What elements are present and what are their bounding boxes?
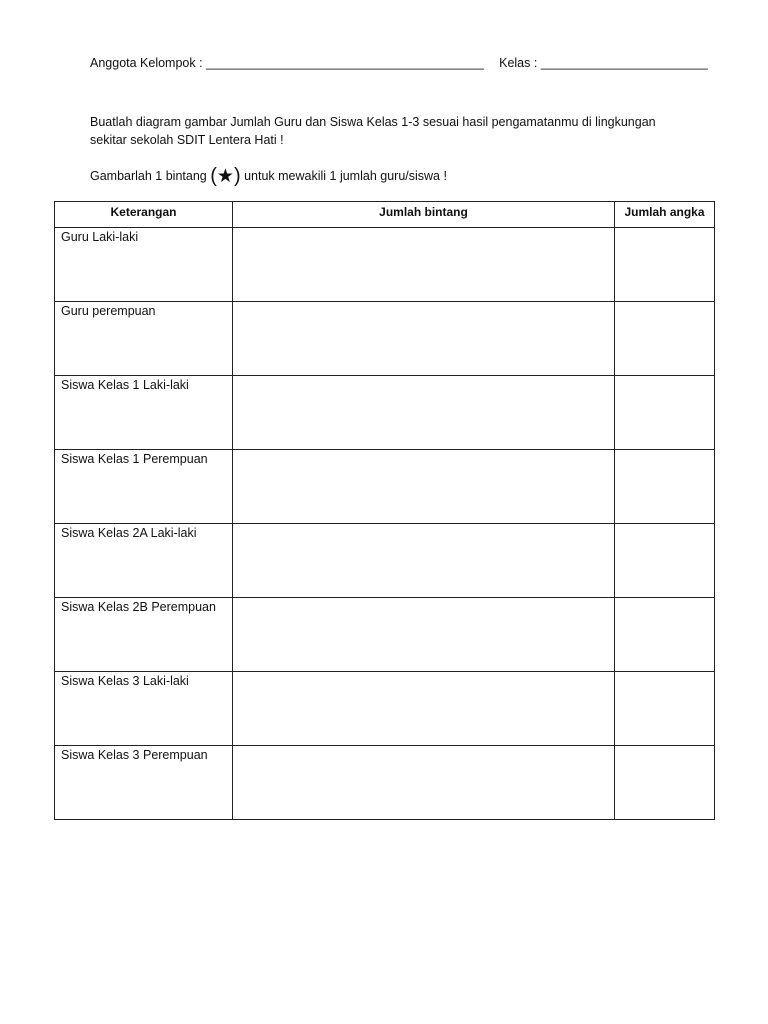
star-cell[interactable] (233, 598, 615, 672)
kelas-label: Kelas : (499, 56, 538, 70)
paren-close: ) (233, 165, 241, 187)
column-header-jumlah-bintang: Jumlah bintang (233, 202, 615, 228)
data-table (54, 201, 715, 820)
anggota-kelompok-blank[interactable]: ________________________________________ (206, 56, 485, 70)
row-label: Guru perempuan (55, 302, 233, 376)
number-cell[interactable] (615, 450, 715, 524)
row-label: Siswa Kelas 3 Laki-laki (55, 672, 233, 746)
star-cell[interactable] (233, 746, 615, 820)
number-cell[interactable] (615, 598, 715, 672)
star-instruction (90, 164, 670, 189)
table-row (55, 228, 715, 302)
star-cell[interactable] (233, 672, 615, 746)
star-cell[interactable] (233, 376, 615, 450)
star-cell[interactable] (233, 302, 615, 376)
row-label: Siswa Kelas 2B Perempuan (55, 598, 233, 672)
star-instruction-after: untuk mewakili 1 jumlah guru/siswa ! (240, 169, 447, 183)
table-row (55, 450, 715, 524)
star-instruction-before: Gambarlah 1 bintang (90, 169, 211, 183)
header-fields (90, 56, 730, 70)
table-row (55, 598, 715, 672)
table-row (55, 376, 715, 450)
star-cell[interactable] (233, 228, 615, 302)
star-cell[interactable] (233, 450, 615, 524)
kelas-blank[interactable]: ________________________ (540, 56, 708, 70)
table-row (55, 302, 715, 376)
anggota-kelompok-label: Anggota Kelompok : (90, 56, 203, 70)
number-cell[interactable] (615, 302, 715, 376)
star-legend (210, 166, 240, 187)
table-header-row (55, 202, 715, 228)
number-cell[interactable] (615, 524, 715, 598)
number-cell[interactable] (615, 228, 715, 302)
row-label: Siswa Kelas 2A Laki-laki (55, 524, 233, 598)
number-cell[interactable] (615, 376, 715, 450)
paren-open: ( (210, 165, 217, 187)
row-label: Siswa Kelas 1 Perempuan (55, 450, 233, 524)
column-header-jumlah-angka: Jumlah angka (615, 202, 715, 228)
row-label: Siswa Kelas 1 Laki-laki (55, 376, 233, 450)
table-row (55, 524, 715, 598)
table-row (55, 746, 715, 820)
row-label: Guru Laki-laki (55, 228, 233, 302)
star-cell[interactable] (233, 524, 615, 598)
column-header-keterangan: Keterangan (55, 202, 233, 228)
star-icon: ★ (216, 166, 234, 187)
row-label: Siswa Kelas 3 Perempuan (55, 746, 233, 820)
number-cell[interactable] (615, 746, 715, 820)
number-cell[interactable] (615, 672, 715, 746)
instruction-paragraph: Buatlah diagram gambar Jumlah Guru dan Siswa Kelas 1-3 sesuai hasil pengamatanmu di lingkungan sekitar sekolah SDIT Lentera Hati ! (90, 115, 656, 147)
table-row (55, 672, 715, 746)
